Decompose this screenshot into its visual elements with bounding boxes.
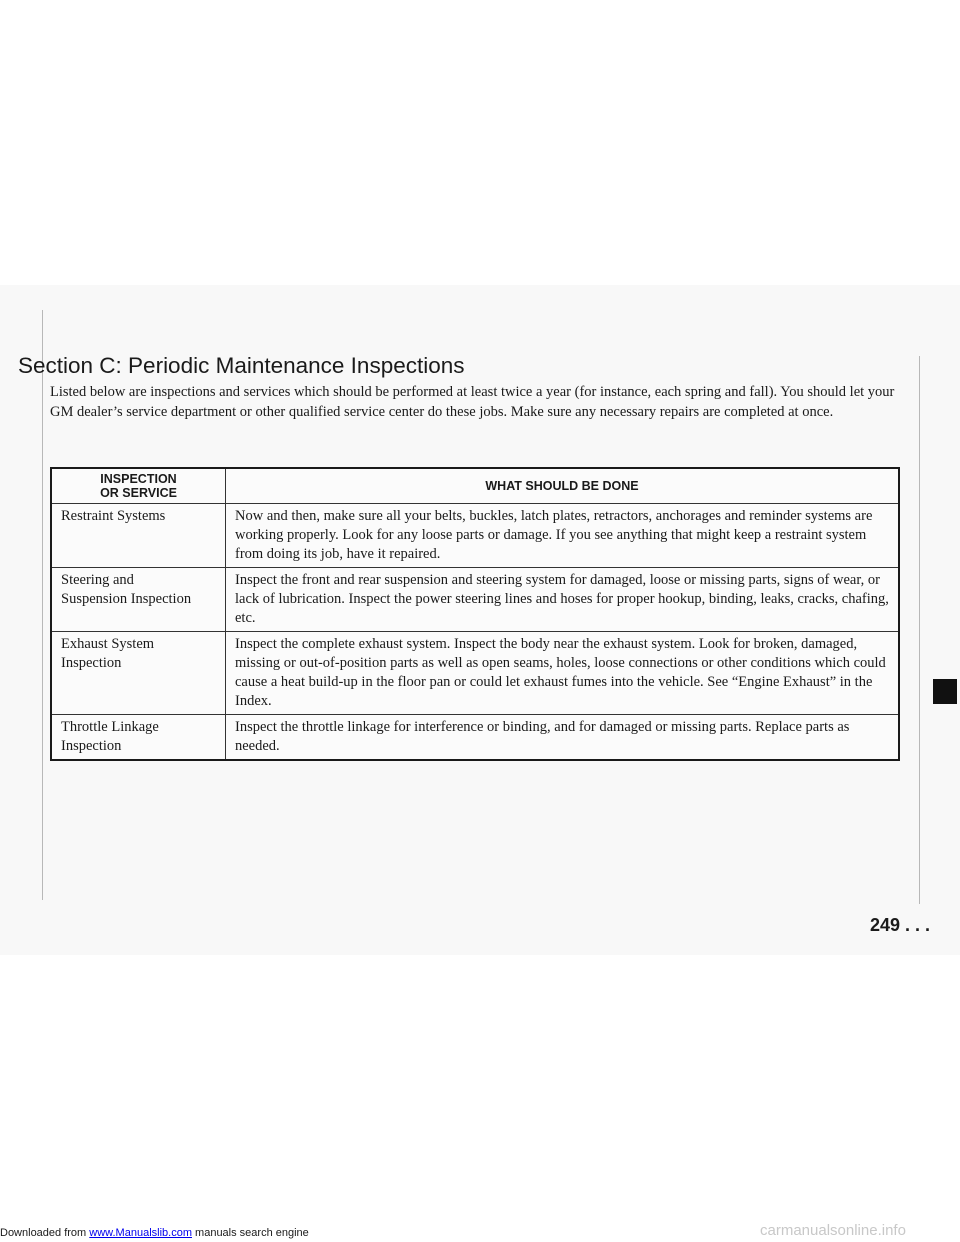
table-header-row [51,468,899,504]
row-item-cell [51,632,226,715]
intro-paragraph: Listed below are inspections and services which should be performed at least twice a year (for instance, each spring and fall). You should let your GM dealer’s service department or other qualified service center do these jobs. Make sure any necessary repairs are completed at once. [50,384,895,420]
section-title: Section C: Periodic Maintenance Inspections [18,353,465,378]
download-footer [0,1227,309,1239]
table-row [51,504,899,568]
table-row [51,568,899,632]
header-inspection-line1: INSPECTION [100,472,177,486]
row-action-cell: Inspect the throttle linkage for interference or binding, and for damaged or missing parts. Replace parts as needed. [226,715,900,761]
row-item-line1: Throttle Linkage [61,719,159,735]
section-tab-marker [933,679,957,704]
row-item-line2: Suspension Inspection [61,591,192,607]
row-item-line2: Inspection [61,738,122,754]
row-action-cell: Now and then, make sure all your belts, buckles, latch plates, retractors, anchorages and reminder systems are working properly. Look for any loose parts or damage. If you see anything that might keep a restraint system from doing its job, have it repaired. [226,504,900,568]
table-row [51,715,899,761]
maintenance-inspection-table [50,467,900,761]
header-what-should-be-done: WHAT SHOULD BE DONE [226,468,900,504]
row-item-line1: Restraint Systems [61,508,166,524]
watermark-text: carmanualsonline.info [760,1222,906,1239]
left-margin-rule [42,310,43,900]
row-item-line2: Inspection [61,655,122,671]
footer-prefix: Downloaded from [0,1227,90,1239]
footer-suffix: manuals search engine [191,1227,309,1239]
manualslib-link[interactable]: www.Manualslib.com [89,1227,192,1239]
page-number: 249 . . . [870,915,931,935]
row-item-line1: Steering and [61,572,134,588]
row-item-cell [51,568,226,632]
table-row [51,632,899,715]
row-item-cell [51,504,226,568]
header-inspection-line2: OR SERVICE [100,486,177,500]
header-inspection-or-service [51,468,226,504]
row-action-cell: Inspect the front and rear suspension and steering system for damaged, loose or missing parts, signs of wear, or lack of lubrication. Inspect the power steering lines and hoses for proper hookup, binding, leaks, cracks, chafing, etc. [226,568,900,632]
row-item-cell [51,715,226,761]
right-margin-rule [919,356,920,904]
row-item-line1: Exhaust System [61,636,155,652]
row-action-cell: Inspect the complete exhaust system. Inspect the body near the exhaust system. Look for broken, damaged, missing or out-of-position parts as well as open seams, holes, loose connections or other conditions which could cause a heat build-up in the floor pan or could let exhaust fumes into the vehicle. See “Engine Exhaust” in the Index. [226,632,900,715]
